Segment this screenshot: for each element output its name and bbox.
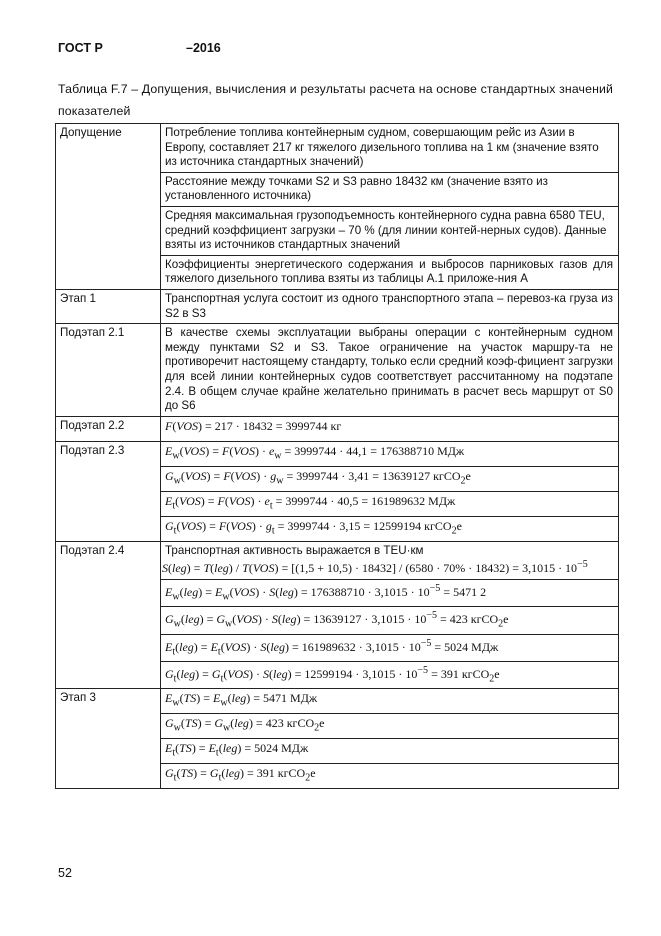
- formula: $G_t(TS) = G_t(leg) = 391$ кгCO$_2$e: [165, 766, 316, 784]
- stage1-text: Транспортная услуга состоит из одного транспортного этапа – перевоз-ка груза из S2 в S3: [161, 289, 619, 323]
- standard-year: –2016: [186, 41, 221, 55]
- assumption-cell: Средняя максимальная грузоподъемность контейнерного судна равна 6580 TEU, средний коэффициент загрузки – 70 % (для линии контей-нерных судов). Данные взяты из источников стандартных значений: [161, 206, 619, 255]
- formula-cell: [161, 634, 619, 661]
- formula: $G_t(VOS) = F(VOS) \cdot g_t = 3999744 \cdot 3,15 = 12599194$ кгCO$_2$e: [165, 518, 462, 537]
- formula: $E_t(TS) = E_t(leg) = 5024$ МДж: [165, 741, 309, 759]
- table-row: [56, 416, 619, 441]
- formula: $G_t(leg) = G_t(VOS) \cdot S(leg) = 12599194 \cdot 3,1015 \cdot 10^{-5} = 391$ кгCO$_2$e: [165, 665, 500, 685]
- assumption-cell: Потребление топлива контейнерным судном, совершающим рейс из Азии в Европу, составляет 217 кг тяжелого дизельного топлива на 1 км (значение взято из источника стандартных значений): [161, 124, 619, 173]
- table-row: [56, 289, 619, 323]
- formula: $E_t(VOS) = F(VOS) \cdot e_t = 3999744 \cdot 40,5 = 161989632$ МДж: [165, 493, 456, 512]
- activity-text: Транспортная активность выражается в TEU·км: [165, 543, 424, 557]
- formula: $E_w(leg) = E_w(VOS) \cdot S(leg) = 176388710 \cdot 3,1015 \cdot 10^{-5} = 5471$ 2: [165, 582, 487, 603]
- page-number: 52: [58, 866, 72, 880]
- assumption-cell: [161, 172, 619, 206]
- formula-cell: [161, 607, 619, 634]
- assumption-text: Расстояние между точками S2 и S3 равно 18432 км (значение взято из установленного источника): [165, 174, 548, 203]
- formula-cell: [161, 516, 619, 541]
- row-label-stage1: Этап 1: [56, 289, 161, 323]
- formula: $E_t(leg) = E_t(VOS) \cdot S(leg) = 161989632 \cdot 3,1015 \cdot 10^{-5} = 5024$ МДж: [165, 637, 499, 658]
- row-label-assumption: Допущение: [56, 124, 161, 290]
- table-row: [56, 689, 619, 714]
- row-label-stage3: Этап 3: [56, 689, 161, 789]
- table-row: [56, 124, 619, 173]
- formula-cell: [161, 441, 619, 466]
- formula-cell: [161, 416, 619, 441]
- formula: $G_w(TS) = G_w(leg) = 423$ кгCO$_2$e: [165, 716, 325, 734]
- table-row: [56, 324, 619, 417]
- formula-cell: [161, 662, 619, 689]
- formula: $G_w(leg) = G_w(VOS) \cdot S(leg) = 13639127 \cdot 3,1015 \cdot 10^{-5} = 423$ кгCO$_2$e: [165, 610, 509, 630]
- calculation-table: [55, 123, 619, 789]
- formula-cell: [161, 689, 619, 714]
- formula: $E_w(VOS) = F(VOS) \cdot e_w = 3999744 \cdot 44,1 = 176388710$ МДж: [165, 443, 465, 462]
- row-label-substage-2-2: Подэтап 2.2: [56, 416, 161, 441]
- row-label-substage-2-4: Подэтап 2.4: [56, 541, 161, 689]
- table-row: [56, 541, 619, 579]
- formula-cell: [161, 739, 619, 764]
- row-label-substage-2-1: Подэтап 2.1: [56, 324, 161, 417]
- row-label-substage-2-3: Подэтап 2.3: [56, 441, 161, 541]
- substage-2-1-text: В качестве схемы эксплуатации выбраны операции с контейнерным судном между пунктами S2 и S3. Такое ограничение на участок маршру-та не противоречит настоящему стандарту, только если средний коэф-фициент загрузки для всей линии контейнерных судов соответствует рассчитанному на подэтапе 2.4. В общем случае крайне желательно принимать в расчет весь маршрут от S0 до S6: [161, 324, 619, 417]
- formula-cell: [161, 579, 619, 606]
- formula-cell: [161, 541, 619, 579]
- page-header: [58, 41, 618, 57]
- standard-code: ГОСТ Р: [58, 41, 103, 55]
- formula: $G_w(VOS) = F(VOS) \cdot g_w = 3999744 \cdot 3,41 = 13639127$ кгCO$_2$e: [165, 468, 471, 487]
- formula-cell: [161, 491, 619, 516]
- formula-cell: [161, 764, 619, 789]
- formula-cell: [161, 466, 619, 491]
- formula-cell: [161, 714, 619, 739]
- table-caption: Таблица F.7 – Допущения, вычисления и результаты расчета на основе стандартных значений показателей: [58, 82, 614, 118]
- formula: $S(leg) = T(leg) / T(VOS) = [(1,5 + 10,5) \cdot 18432] / (6580 \cdot 70\% \cdot 18432) = 3,1015 \cdot 10^{-5}$: [162, 559, 588, 576]
- formula: F(VOS) = 217 · 18432 = 3999744 кг: [165, 418, 342, 433]
- assumption-cell: Коэффициенты энергетического содержания и выбросов парниковых газов для тяжелого дизельного топлива взяты из таблицы А.1 приложе-ния А: [161, 255, 619, 289]
- table-row: [56, 441, 619, 466]
- formula: $E_w(TS) = E_w(leg) = 5471$ МДж: [165, 691, 318, 709]
